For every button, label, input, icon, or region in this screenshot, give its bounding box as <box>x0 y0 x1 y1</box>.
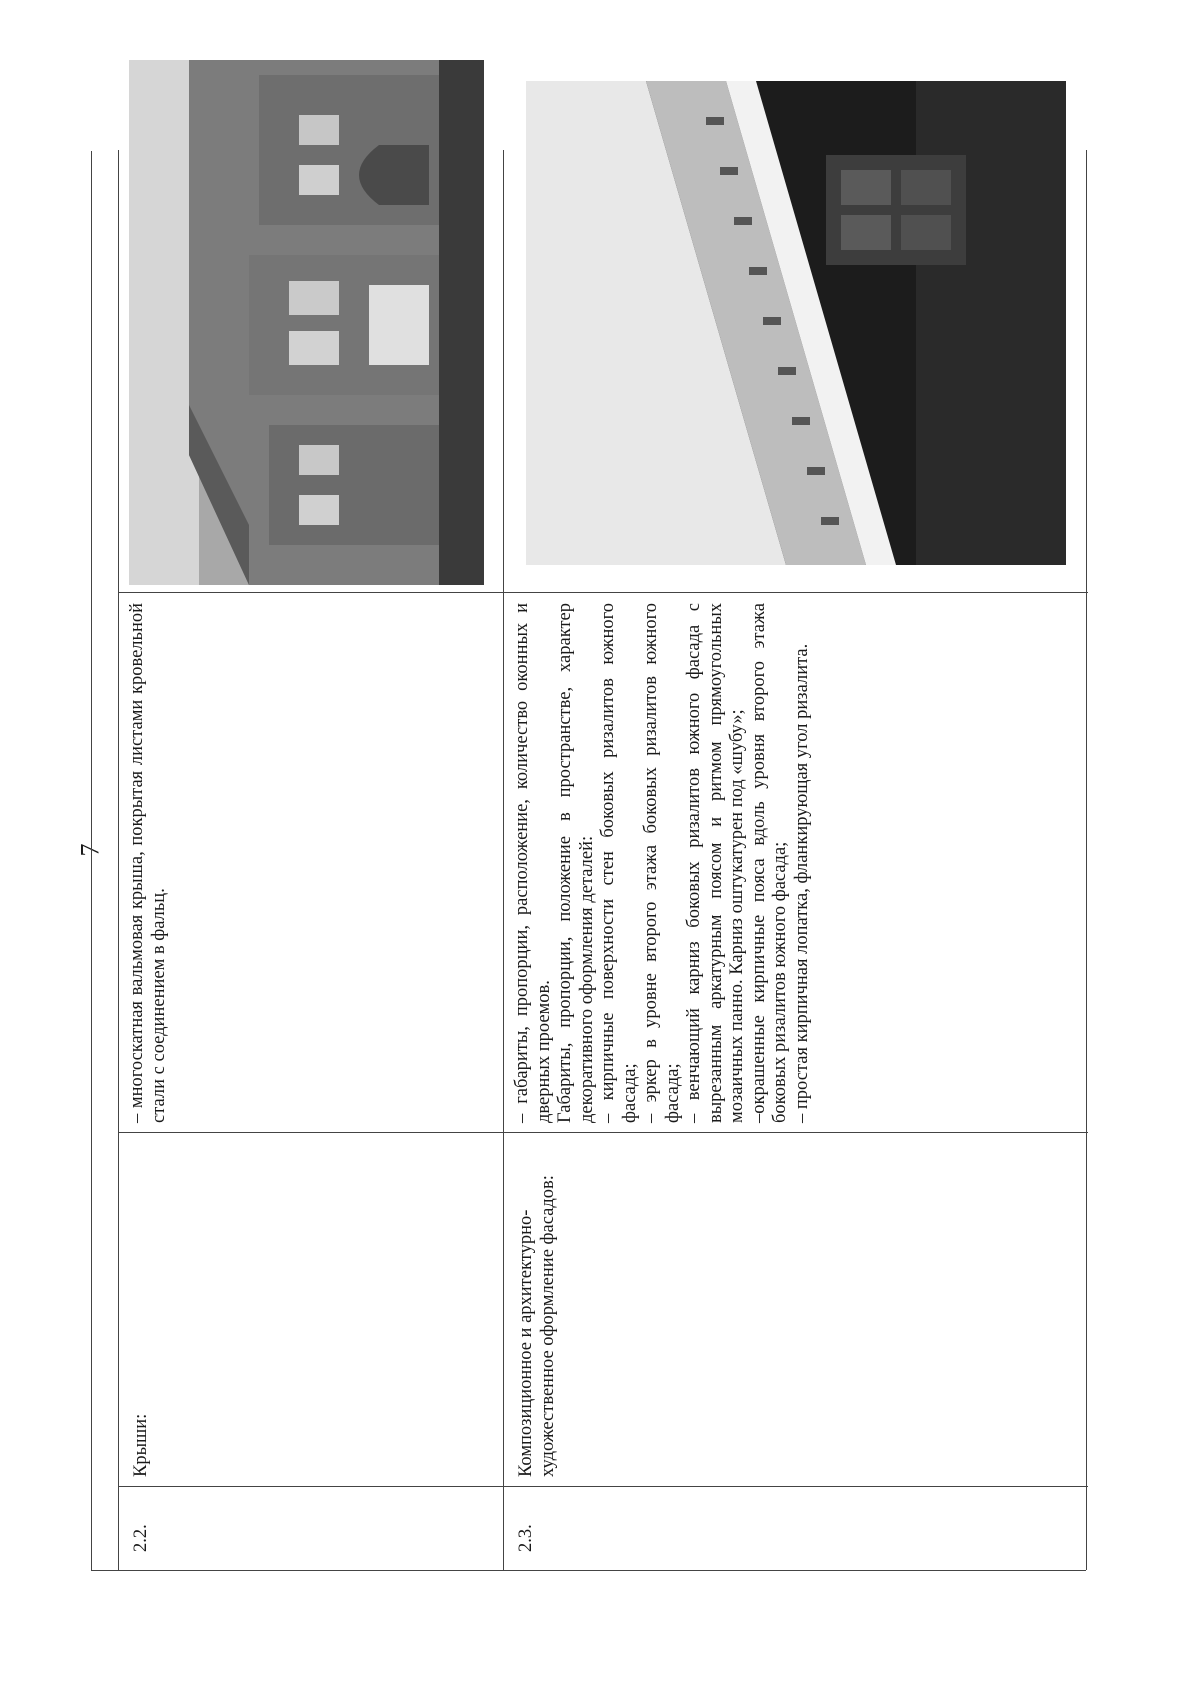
column-divider <box>504 592 1088 593</box>
row-number: 2.3. <box>516 1524 536 1552</box>
description-line: – эркер в уровне второго этажа боковых ризалитов южного фасада; <box>641 603 683 1123</box>
description-line: –окрашенные кирпичные пояса вдоль уровня второго этажа боковых ризалитов южного фасада; <box>748 603 790 1123</box>
description-line: – многоскатная вальмовая крыша, покрытая листами кровельной стали с соединением в фальц. <box>127 603 169 1123</box>
table-row-facades <box>503 150 1087 1570</box>
table-row-roofs <box>118 150 503 1570</box>
row-description <box>504 593 821 1133</box>
description-line: – венчающий карниз боковых ризалитов южного фасада с вырезанным аркатурным поясом и ритмом прямоугольных мозаичных панно. Карниз оштукатурен под «шубу»; <box>684 603 747 1123</box>
row-name: Композиционное и архитектурно-художественное оформление фасадов: <box>516 1175 558 1477</box>
column-divider <box>504 1486 1088 1487</box>
description-line: – габариты, пропорции, расположение, количество оконных и дверных проемов. <box>512 603 554 1123</box>
column-divider <box>119 592 504 593</box>
page-number: 7 <box>75 843 105 857</box>
building-photo <box>129 60 484 585</box>
description-line: – кирпичные поверхности стен боковых ризалитов южного фасада; <box>598 603 640 1123</box>
description-line: – простая кирпичная лопатка, фланкирующая угол ризалита. <box>791 643 812 1123</box>
column-divider <box>119 1486 504 1487</box>
cornice-photo <box>526 81 1066 565</box>
photo-cell <box>504 150 520 593</box>
row-description <box>119 593 178 1133</box>
photo-cell <box>119 150 135 593</box>
row-name: Крыши: <box>131 1413 151 1477</box>
document-table <box>91 151 1086 1571</box>
row-number: 2.2. <box>131 1524 151 1552</box>
description-line: Габариты, пропорции, положение в пространстве, характер декоративного оформления деталей: <box>555 603 597 1123</box>
